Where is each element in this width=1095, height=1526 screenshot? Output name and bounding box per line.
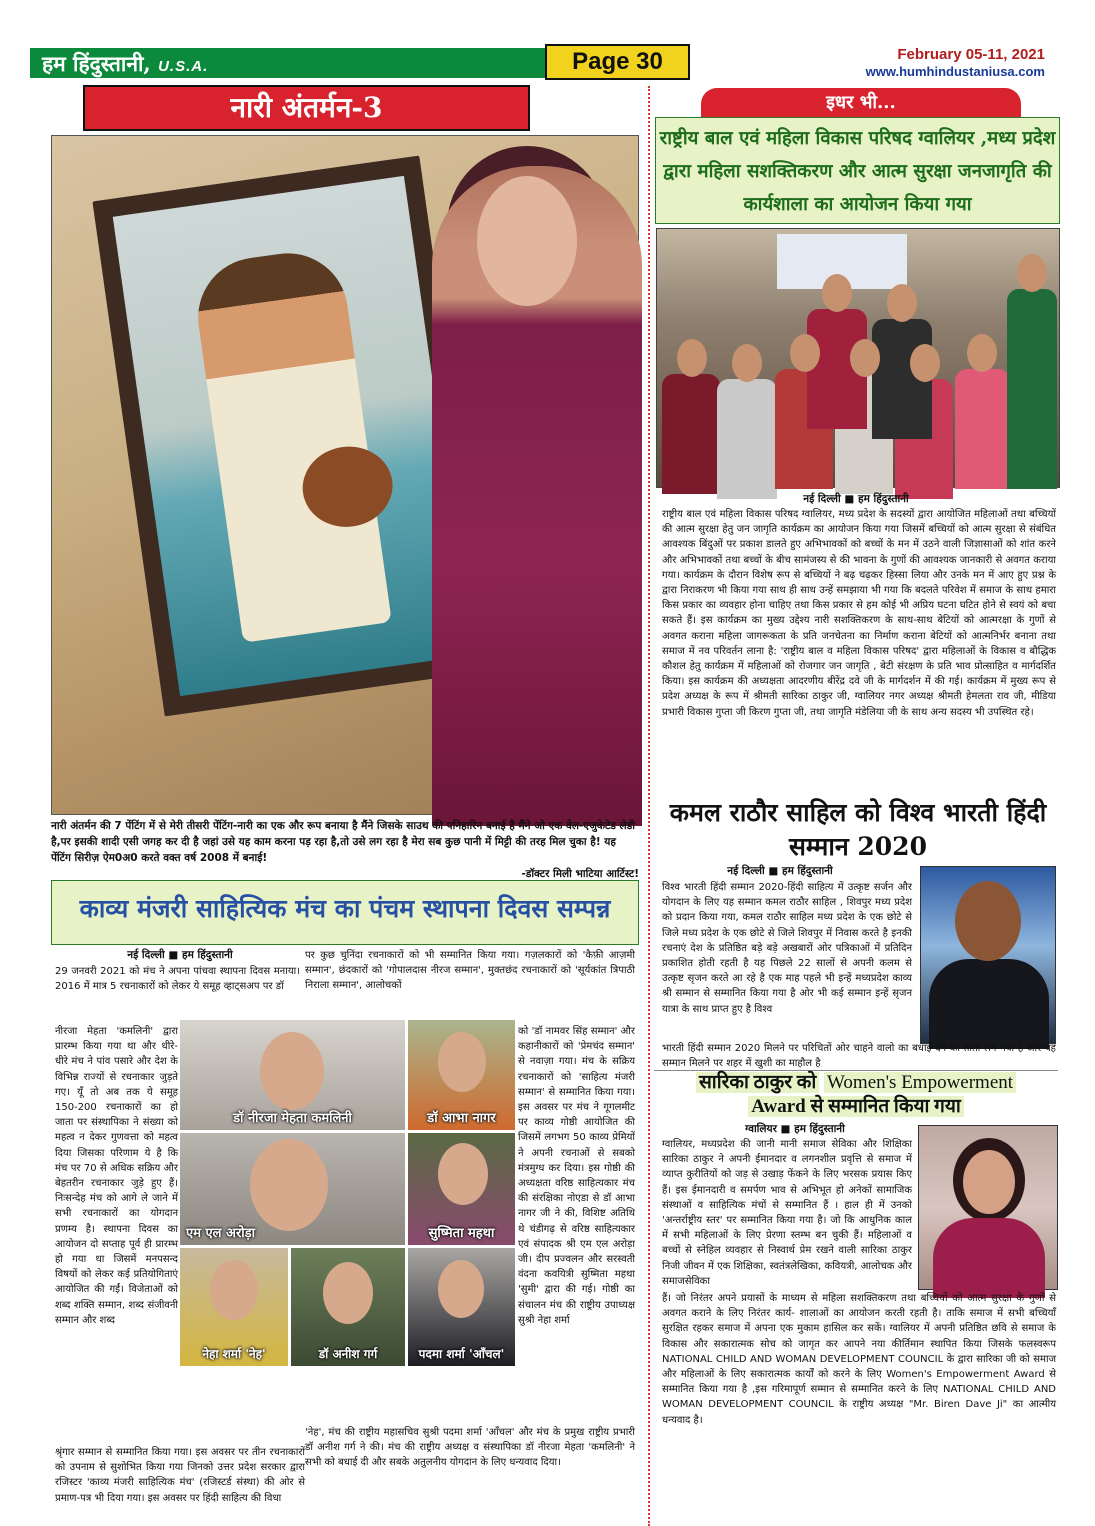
article-body-continued: 'नेह', मंच की राष्ट्रीय महासचिव सुश्री पदमा शर्मा 'आँचल' और मंच के प्रमुख राष्ट्रीय प्रभारी डॉ अनीश गर्ग ने की। मंच की राष्ट्रीय अध्यक्ष व संस्थापिका डॉ नीरजा मेहता 'कमलिनी' ने सभी को बधाई दी और सबके अतुलनीय योगदान के लिए धन्यवाद दिया।	[305, 1427, 635, 1469]
article-body-continued: श्रृंगार सम्मान से सम्मानित किया गया। इस अवसर पर तीन रचनाकारों को उपनाम से सुशोभित किया गया जिनको उत्तर प्रदेश सरकार द्वारा रजिस्टर 'काव्य मंजरी साहित्यिक मंच' (रजिस्टर्ड संस्था) की ओर से प्रमाण-पत्र भी दिया गया। इस अवसर पर हिंदी साहित्य की विधा	[55, 1447, 305, 1504]
portrait-photo	[920, 866, 1056, 1044]
face	[1017, 254, 1047, 292]
artist-face	[477, 176, 577, 306]
face	[850, 339, 880, 377]
face	[438, 1032, 486, 1092]
photo-label: डॉ आभा नागर	[427, 1111, 496, 1126]
painting-canvas	[113, 176, 471, 696]
caption-credit: -डॉक्टर मिली भाटिया आर्टिस्ट!	[521, 868, 639, 880]
photo-label: नेहा शर्मा 'नेह'	[202, 1347, 266, 1361]
collage-photo	[180, 1133, 405, 1245]
article-body: को 'डॉ नामवर सिंह सम्मान' और कहानीकारों को 'प्रेमचंद सम्मान' से नवाज़ा गया। मंच के सक्रिय रचनाकारों को 'साहित्य मंजरी सम्मान' से सम्मानित किया गया। इस अवसर पर मंच ने गूगलमीट पर काव्य गोष्ठी आयोजित की जिसमें लगभग 50 काव्य प्रेमियों ने अपनी रचनाओं से सबको मंत्रमुग्ध कर दिया। इस गोष्ठी की अध्यक्षता वरिष्ठ साहित्यकार मंच की संरक्षिका नोएडा से डॉ आभा नागर जी ने की, विशिष्ट अतिथि थे चंडीगढ़ से वरिष्ठ साहित्यकार एवं संपादक श्री एम एल अरोड़ा जी। दीप प्रज्वलन और सरस्वती वंदना कवयित्री सुष्मिता महथा 'सुमी' द्वारा की गई। गोष्ठी का संचालन मंच की राष्ट्रीय उपाध्यक्ष सुश्री नेहा शर्मा	[518, 1026, 635, 1326]
masthead	[30, 44, 1065, 84]
feature-headline: नारी अंतर्मन-3	[83, 85, 530, 131]
article-headline: कमल राठौर साहिल को विश्व भारती हिंदी सम्मान 2020	[669, 798, 1047, 861]
issue-date: February 05-11, 2021	[897, 46, 1045, 63]
photo-label: डॉ नीरजा मेहता कमलिनी	[233, 1111, 352, 1126]
article-body: नीरजा मेहता 'कमलिनी' द्वारा प्रारम्भ किया गया था और धीरे-धीरे मंच ने पांव पसारे और देश के विभिन्न राज्यों से रचनाकार जुड़ते गए। यूँ तो अब तक ये समूह 150-200 रचनाकारों का हो जाता पर संस्थापिका ने संख्या को महत्व न देकर गुणवत्ता को महत्व दिया जिसका परिणाम ये है कि मंच पर 70 से अधिक सक्रिय और बेहतरीन रचनाकार जुड़े हुए हैं। निःसन्देह मंच को आगे ले जाने में सभी रचनाकारों का योगदान प्रणम्य है। स्थापना दिवस का आयोजन दो सप्ताह पूर्व ही प्रारम्भ हो गया था जिसमें मनपसन्द विषयों को लेकर कई प्रतियोगिताएं आयोजित की गईं। विजेताओं को शब्द शक्ति सम्मान, शब्द संजीवनी सम्मान और शब्द	[55, 1026, 178, 1326]
portrait-face	[955, 881, 1021, 961]
face	[967, 334, 997, 372]
face	[790, 334, 820, 372]
face	[438, 1260, 484, 1318]
website-link[interactable]: www.humhindustaniusa.com	[865, 64, 1045, 79]
face	[438, 1143, 488, 1205]
portrait-body	[933, 1218, 1045, 1298]
photo-label: पदमा शर्मा 'आँचल'	[418, 1347, 505, 1361]
collage-photo	[408, 1248, 515, 1366]
face	[260, 1032, 324, 1110]
face	[250, 1139, 328, 1231]
face	[822, 274, 852, 312]
photo-label: एम एल अरोड़ा	[186, 1226, 255, 1241]
portrait-photo	[918, 1125, 1058, 1290]
article-intro: 29 जनवरी 2021 को मंच ने अपना पांचवा स्थापना दिवस मनाया। 2016 में मात्र 5 रचनाकारों को लेकर ये समूह व्हाट्सअप पर डॉ	[55, 966, 300, 993]
face	[887, 284, 917, 322]
column-divider	[648, 86, 650, 1526]
face	[732, 344, 762, 382]
group-photo	[656, 228, 1060, 488]
photo-label: डॉ अनीश गर्ग	[318, 1347, 378, 1361]
article-headline: काव्य मंजरी साहित्यिक मंच का पंचम स्थापना दिवस सम्पन्न	[79, 894, 611, 923]
artist-with-painting-photo	[51, 135, 639, 815]
collage-photo	[180, 1020, 405, 1130]
article-byline: ग्वालियर ■ हम हिंदुस्तानी	[745, 1123, 845, 1135]
article-byline: नई दिल्ली ■ हम हिंदुस्तानी	[803, 493, 909, 505]
face	[210, 1260, 258, 1320]
article-byline: नई दिल्ली ■ हम हिंदुस्तानी	[127, 949, 233, 961]
person	[955, 369, 1010, 489]
article-body-continued: हैं। जो निरंतर अपने प्रयासों के माध्यम से महिला सशक्तिकरण तथा बच्चियों को आत्म सुरक्षा के गुणों से अवगत कराने के लिए निरंतर कार्य- शालाओं का आयोजन करती रहती है। ताकि समाज में सभी बच्चियाँ सुरक्षित रहकर समाज में अपना एक मुकाम हासिल कर सकें। ग्वालियर में अपनी प्रतिष्ठित छवि से समाज के विकास और सकारात्मक सोच को जागृत कर आपने नया कीर्तिमान स्थापित किया जिसके फलस्वरूप NATIONAL CHILD AND WOMAN DEVELOPMENT COUNCIL के द्वारा सारिका जी को समाज और महिलाओं के लिए सकारात्मक कार्यों को करने के लिए Women's Empowerment Award से सम्मानित किया गया है ,इस गरिमापूर्ण सम्मान से सम्मानित करने के लिए NATIONAL CHILD AND WOMAN DEVELOPMENT COUNCIL के राष्ट्रीय अध्यक्ष "Mr. Biren Dave Ji" का आत्मीय धन्यवाद है।	[662, 1293, 1056, 1426]
photo-label: सुष्मिता महथा	[428, 1226, 495, 1241]
collage-photo	[180, 1248, 288, 1366]
article-body: ग्वालियर, मध्यप्रदेश की जानी मानी समाज सेविका और शिक्षिका सारिका ठाकुर ने अपनी ईमानदार व लगनशील प्रवृत्ति से समाज में व्याप्त कुरीतियों को जड़ से उखाड़ फेंकने के लिए भरसक प्रयास किए हैं। इस ईमानदारी व समर्पण भाव से अभिभूत हो अनेकों सामाजिक संस्थाओं व साहित्यिक मंचों से सम्मानित हैं । हाल ही में उनको 'अन्तर्राष्ट्रीय स्तर' पर सम्मानित किया गया है। जो कि आधुनिक काल में सभी महिलाओं के लिए प्रेरणा स्तम्भ बन चुकी हैं। महिलाओं व बच्चों से स्नेहिल व्यवहार से निस्वार्थ प्रेम रखने वाली सारिका ठाकुर निजी जीवन में एक शिक्षिका, स्वतंत्रलेखिका, कवियत्री, आलोचक और समाजसेविका	[662, 1139, 912, 1287]
person	[662, 374, 720, 494]
article-body: राष्ट्रीय बाल एवं महिला विकास परिषद ग्वालियर, मध्य प्रदेश के सदस्यों द्वारा आयोजित महिलाओं तथा बच्चियों की आत्म सुरक्षा हेतु जन जागृति कार्यक्रम का आयोजन किया गया जिसमें बच्चियों को आत्म सुरक्षा से संबंधित आवश्यक बिंदुओं पर प्रकाश डालते हुए अभिभावकों को बच्चों के मन में उठने वाली जिज्ञासाओं को शांत करने और अभिभावकों तथा बच्चों के बीच सामंजस्य से की भावना के गुणों की आवश्यक जानकारी से अवगत कराया गया। कार्यक्रम के दौरान विशेष रूप से बच्चियों ने बढ़ चढ़कर हिस्सा लिया और उनके मन में आए हुए प्रश्न के द्वारा निराकरण भी किया गया साथ ही साथ उन्हें समझाया भी गया कि बदलते परिवेश में समाज के साथ हमारा किस प्रकार का व्यवहार होना चाहिए तथा किस प्रकार से हम कोई भी अप्रिय घटना घटित होने से स्वयं को बचा सकते हैं। इस कार्यक्रम का मुख्य उद्देश्य नारी सशक्तिकरण के साथ-साथ बेटियों को आत्मरक्षा के गुणों से अवगत कराना महिला जागरूकता के प्रति जनचेतना का निर्माण कराना बेटियों को आत्मनिर्भर बनाना तथा समाज में नव परिवर्तन लाना है: 'राष्ट्रीय बाल व महिला विकास परिषद' द्वारा महिलाओं के विकास व बौद्धिक कौशल हेतु कार्यक्रम में महिलाओं को रोजगार जन जागृति , बेटी संरक्षण के प्रति भाव प्रोत्साहित व मार्गदर्शित किया। इस कार्यक्रम की अध्यक्षता आदरणीय बीरेंद्र दवे जी के मार्गदर्शन में की गई। कार्यक्रम में मुख्य रूप से प्रदेश अध्यक्ष के रूप में श्रीमती सारिका ठाकुर जी, ग्वालियर नगर अध्यक्ष श्रीमती हेमलता राव जी, मीडिया प्रभारी विकास गुप्ता जी किरण गुप्ता जी, तथा जागृति मंडेलिया जी के साथ अन्य सदस्य भी उपस्थित रहे।	[662, 509, 1056, 718]
portrait-face	[963, 1150, 1015, 1214]
person	[717, 379, 777, 499]
person	[1007, 289, 1057, 489]
section-tab: इधर भी...	[701, 88, 1021, 118]
portrait-body	[929, 959, 1049, 1049]
article-headline: राष्ट्रीय बाल एवं महिला विकास परिषद ग्वालियर ,मध्य प्रदेश द्वारा महिला सशक्तिकरण और आत्म सुरक्षा जनजागृति की कार्यशाला का आयोजन किया गया	[655, 117, 1060, 224]
article-body-continued: भारती हिंदी सम्मान 2020 मिलने पर परिचितों ओर चाहने वालो का बधाई देने का तांता लग गया है और यह सम्मान मिलने पर शहर में खुशी का माहौल है	[662, 1043, 1056, 1070]
collage-photo	[408, 1020, 515, 1130]
page-number: Page 30	[545, 44, 690, 80]
painted-woman-figure	[190, 246, 391, 643]
face	[677, 339, 707, 377]
article-body: पर कुछ चुनिंदा रचनाकारों को भी सम्मानित किया गया। गज़लकारों को 'कैफ़ी आज़मी सम्मान', छंदकारों को 'गोपालदास नीरज सम्मान', मुक्तछंद रचनाकारों को 'सूर्यकांत त्रिपाठी निराला सम्मान', आलोचकों	[305, 950, 635, 992]
face	[910, 344, 940, 382]
article-byline: नई दिल्ली ■ हम हिंदुस्तानी	[727, 865, 833, 877]
caption-text: नारी अंतर्मन की 7 पेंटिंग में से मेरी तीसरी पेंटिंग-नारी का एक और रूप बनाया है मैंने जिसके साउथ की पनिहारिन बनाई है मैंने जो एक वेल-एजुकेटेड लेडी है,पर इसकी शादी एसी जगह कर दी है जहां उसे यह काम करना पड़ रहा है,तो उसे लग रहा है मेरा सब कुछ पानी में मिट्टी की तरह मिल चुका है! यह पेंटिंग सिरीज़ ऐम0अ0 करते वक्त वर्ष 2008 में बनाई!	[51, 820, 635, 864]
face	[323, 1262, 373, 1324]
collage-photo	[291, 1248, 405, 1366]
brand-name: हम हिंदुस्तानी, U.S.A.	[42, 51, 209, 76]
article-body: विश्व भारती हिंदी सम्मान 2020-हिंदी साहित्य में उत्कृष्ट सर्जन और योगदान के लिए यह सम्मान कमल राठौर साहिल , शिवपुर मध्य प्रदेश को प्रदान किया गया, कमल राठौर साहिल मध्य प्रदेश के एक छोटे से जिले मध्य प्रदेश के एक छोटे से जिले शिवपुर में निवास करते है इनकी रचनाएं देश के प्रतिष्ठित बड़े बड़े अखबारों ओर पत्रिकाओं में प्रतिदिन प्रकाशित होती रहती है यह पिछले 22 सालों से अपनी कलम से उत्कृष्ट सृजन करते आ रहे है एक माह पहले भी इन्हें मध्यप्रदेश काव्य श्री सम्मान से सम्मानित किया गया है ओर भी कई सम्मान इन्हें सृजन यात्रा के साथ प्राप्त हुए है विश्व	[662, 882, 912, 1015]
collage-photo	[408, 1133, 515, 1245]
photo-collage	[180, 1020, 515, 1440]
article-headline: सारिका ठाकुर को Women's Empowerment Award से सम्मानित किया गया	[654, 1070, 1058, 1120]
photo-caption	[51, 818, 639, 882]
